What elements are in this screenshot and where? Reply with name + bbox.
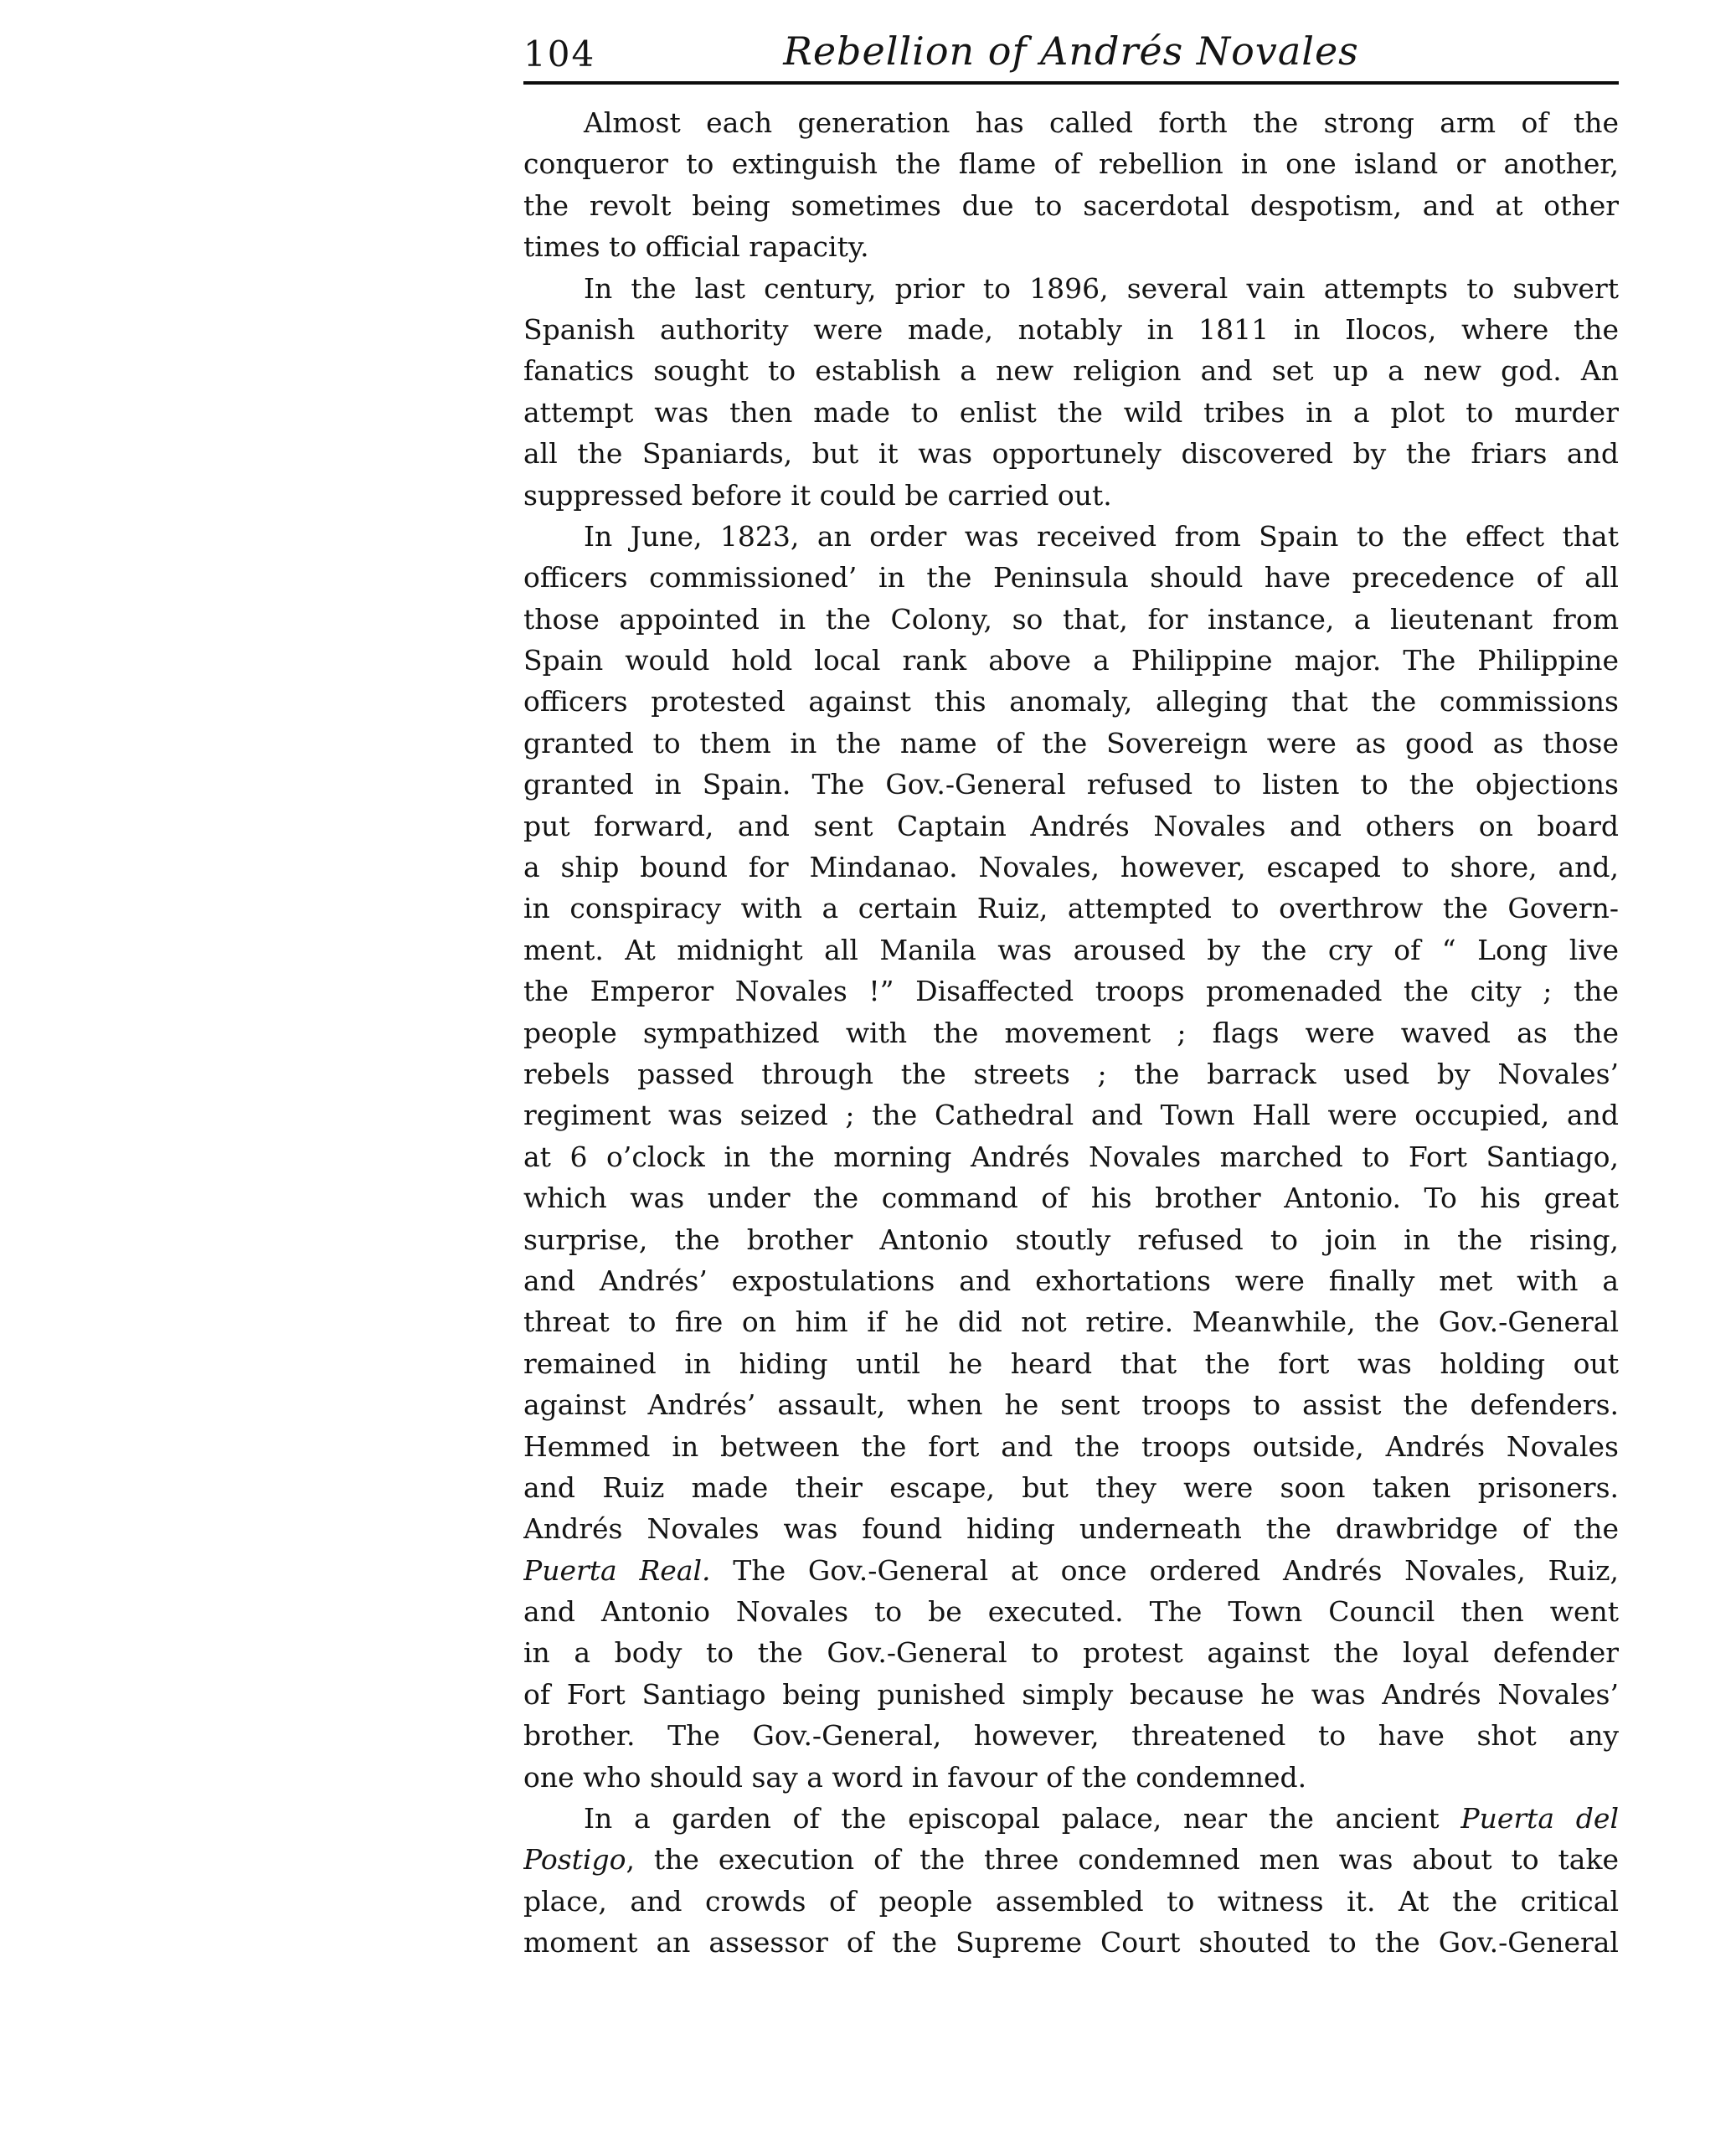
text-segment: and Ruiz made their escape, but they were soon taken prisoners. (523, 1470, 1619, 1504)
text-segment: attempt was then made to enlist the wild tribes in a plot to murder (523, 395, 1619, 429)
text-segment: a ship bound for Mindanao. Novales, however, escaped to shore, and, (523, 851, 1619, 884)
text-segment: suppressed before it could be carried out. (523, 478, 1112, 512)
paragraph (523, 516, 1619, 1798)
italic-phrase: Puerta Real. (523, 1553, 711, 1587)
text-line (523, 516, 1619, 557)
text-segment: conqueror to extinguish the flame of rebellion in one island or another, (523, 147, 1619, 181)
text-line (523, 806, 1619, 847)
text-line (523, 475, 1619, 516)
text-segment: which was under the command of his brother Antonio. To his great (523, 1182, 1619, 1215)
text-segment: fanatics sought to establish a new religion and set up a new god. An (523, 354, 1619, 388)
header-rule (523, 81, 1619, 85)
paragraph (523, 268, 1619, 516)
page-body (523, 102, 1619, 1964)
text-line (523, 1012, 1619, 1053)
text-column (523, 28, 1619, 1964)
text-segment: ment. At midnight all Manila was aroused by the cry of “ Long live (523, 933, 1619, 966)
italic-phrase: Postigo (523, 1843, 626, 1877)
text-segment: , the execution of the three condemned men was about to take (626, 1843, 1619, 1877)
text-segment: Spanish authority were made, notably in 1811 in Ilocos, where the (523, 312, 1619, 346)
text-segment: the Emperor Novales !” Disaffected troops promenaded the city ; the (523, 975, 1619, 1008)
text-segment: those appointed in the Colony, so that, for instance, a lieutenant from (523, 602, 1619, 636)
text-segment: In the last century, prior to 1896, several vain attempts to subvert (584, 271, 1619, 305)
text-line (523, 929, 1619, 971)
text-segment: one who should say a word in favour of the condemned. (523, 1760, 1307, 1794)
text-segment: people sympathized with the movement ; flags were waved as the (523, 1016, 1619, 1049)
text-line (523, 1219, 1619, 1260)
text-line (523, 1757, 1619, 1798)
text-line (523, 1343, 1619, 1384)
text-segment: threat to fire on him if he did not retire. Meanwhile, the Gov.-General (523, 1305, 1619, 1339)
text-line (523, 1467, 1619, 1508)
text-line (523, 847, 1619, 888)
text-line (523, 1674, 1619, 1715)
text-segment: Hemmed in between the fort and the troops outside, Andrés Novales (523, 1429, 1619, 1463)
text-line (523, 1591, 1619, 1632)
text-segment: the revolt being sometimes due to sacerdotal despotism, and at other (523, 188, 1619, 222)
text-line (523, 1053, 1619, 1094)
text-segment: Spain would hold local rank above a Philippine major. The Philippine (523, 644, 1619, 677)
text-segment: against Andrés’ assault, when he sent troops to assist the defenders. (523, 1388, 1619, 1422)
text-segment: remained in hiding until he heard that the fort was holding out (523, 1346, 1619, 1380)
text-line (523, 1384, 1619, 1425)
text-line (523, 1508, 1619, 1549)
paragraph (523, 102, 1619, 268)
text-line (523, 143, 1619, 184)
running-header (523, 28, 1619, 74)
text-line (523, 1881, 1619, 1922)
text-segment: surprise, the brother Antonio stoutly refused to join in the rising, (523, 1223, 1619, 1256)
text-segment: and Antonio Novales to be executed. The Town Council then went (523, 1595, 1619, 1629)
text-line (523, 723, 1619, 764)
text-line (523, 1839, 1619, 1880)
text-segment: place, and crowds of people assembled to witness it. At the critical (523, 1884, 1619, 1918)
paragraph (523, 1798, 1619, 1964)
text-line (523, 1094, 1619, 1135)
text-line (523, 268, 1619, 309)
text-line (523, 971, 1619, 1012)
text-segment: Almost each generation has called forth the strong arm of the (584, 106, 1619, 139)
text-segment: of Fort Santiago being punished simply because he was Andrés Novales’ (523, 1677, 1619, 1711)
text-line (523, 1260, 1619, 1301)
text-line (523, 1136, 1619, 1177)
text-segment: and Andrés’ expostulations and exhortations were finally met with a (523, 1264, 1619, 1297)
text-segment: officers protested against this anomaly, alleging that the commissions (523, 685, 1619, 718)
text-line (523, 433, 1619, 474)
text-segment: granted to them in the name of the Sovereign were as good as those (523, 726, 1619, 759)
text-segment: in conspiracy with a certain Ruiz, attempted to overthrow the Govern- (523, 892, 1619, 925)
italic-phrase: Puerta del (1460, 1802, 1619, 1836)
text-segment: Andrés Novales was found hiding underneath the drawbridge of the (523, 1512, 1619, 1546)
text-line (523, 102, 1619, 143)
text-line (523, 1301, 1619, 1342)
page-number: 104 (523, 33, 596, 75)
text-line (523, 1550, 1619, 1591)
text-line (523, 226, 1619, 267)
text-line (523, 392, 1619, 433)
text-line (523, 557, 1619, 598)
text-segment: brother. The Gov.-General, however, threatened to have shot any (523, 1719, 1619, 1753)
text-segment: all the Spaniards, but it was opportunely discovered by the friars and (523, 437, 1619, 471)
text-segment: regiment was seized ; the Cathedral and Town Hall were occupied, and (523, 1099, 1619, 1132)
text-line (523, 640, 1619, 681)
text-segment: granted in Spain. The Gov.-General refused to listen to the objections (523, 768, 1619, 801)
text-segment: In June, 1823, an order was received from Spain to the effect that (584, 519, 1619, 553)
text-segment: at 6 o’clock in the morning Andrés Novales marched to Fort Santiago, (523, 1140, 1619, 1173)
text-segment: moment an assessor of the Supreme Court shouted to the Gov.-General (523, 1926, 1619, 1959)
text-line (523, 350, 1619, 391)
text-segment: In a garden of the episcopal palace, near the ancient (584, 1802, 1461, 1836)
text-line (523, 185, 1619, 226)
text-segment: The Gov.-General at once ordered Andrés Novales, Ruiz, (710, 1553, 1619, 1587)
text-line (523, 764, 1619, 805)
text-line (523, 599, 1619, 640)
running-header-title: Rebellion of Andrés Novales (783, 28, 1359, 74)
text-line (523, 1426, 1619, 1467)
text-line (523, 1715, 1619, 1756)
text-line (523, 1922, 1619, 1963)
text-line (523, 681, 1619, 722)
text-line (523, 1177, 1619, 1218)
text-segment: times to official rapacity. (523, 230, 869, 264)
text-line (523, 309, 1619, 350)
text-segment: officers commissioned’ in the Peninsula should have precedence of all (523, 561, 1619, 595)
text-segment: rebels passed through the streets ; the barrack used by Novales’ (523, 1057, 1619, 1090)
text-line (523, 888, 1619, 929)
text-line (523, 1632, 1619, 1673)
text-segment: in a body to the Gov.-General to protest against the loyal defender (523, 1636, 1619, 1670)
text-segment: put forward, and sent Captain Andrés Novales and others on board (523, 809, 1619, 842)
text-line (523, 1798, 1619, 1839)
